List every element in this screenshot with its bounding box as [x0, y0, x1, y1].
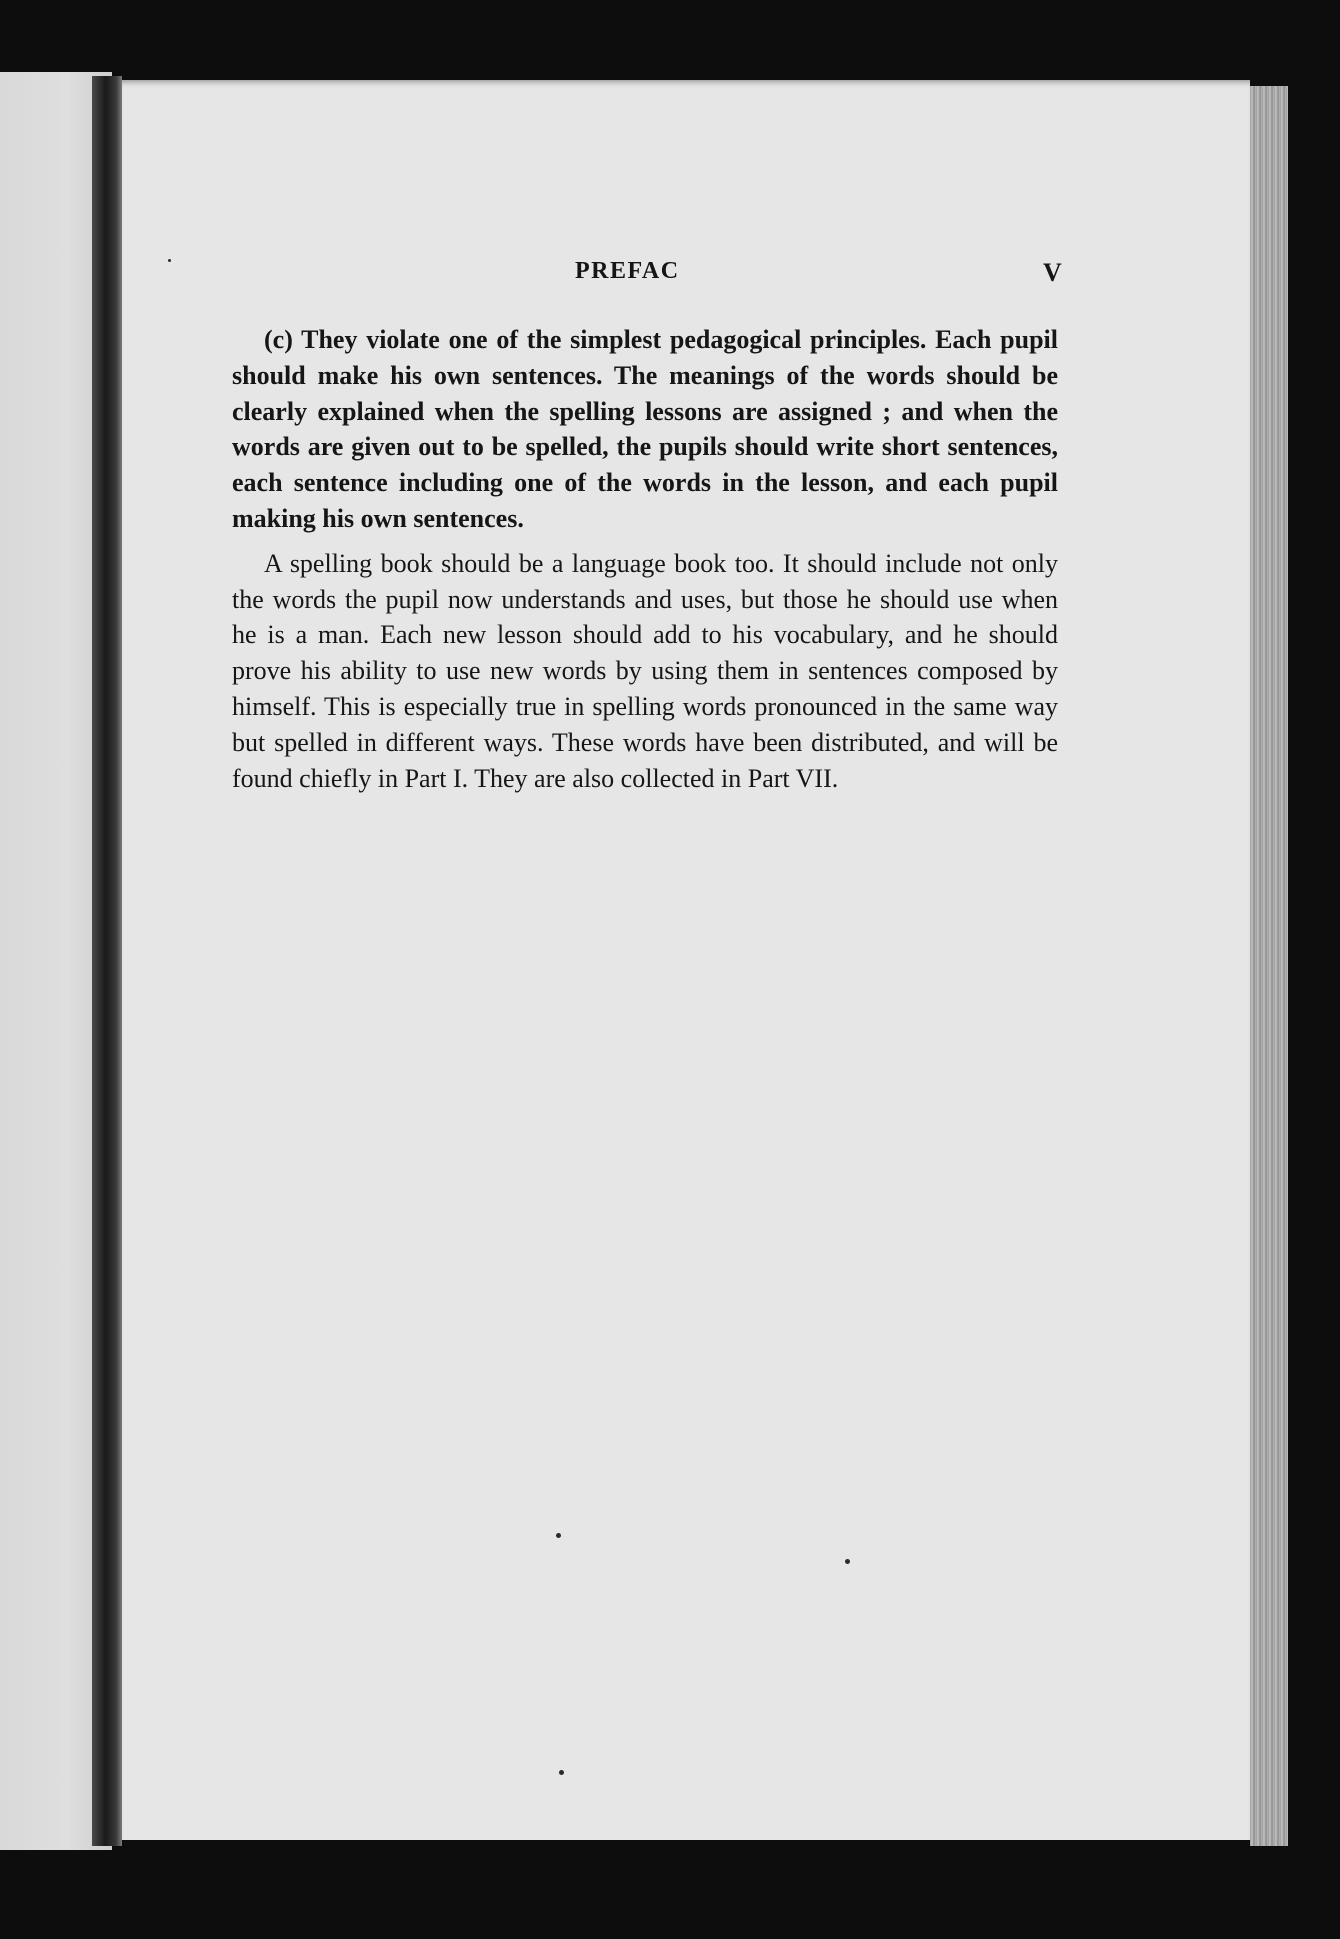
book-gutter: [92, 76, 122, 1846]
body-text: [232, 322, 1058, 805]
running-head: PREFAC: [575, 258, 680, 284]
paragraph: A spelling book should be a language book too. It should include not only the words the pupil now understands and uses, but those he should use when he is a man. Each new lesson should add to his vocabulary, and he should prove his ability to use new words by using them in sentences composed by himself. This is especially true in spelling words pronounced in the same way but spelled in different ways. These words have been distributed, and will be found chiefly in Part I. They are also collected in Part VII.: [232, 548, 1058, 793]
scan-speck: [556, 1533, 561, 1538]
page-number: V: [1043, 258, 1062, 287]
scan-speck: [168, 259, 171, 262]
paragraph: (c) They violate one of the simplest pedagogical principles. Each pupil should make his own sentences. The meanings of the words should be clearly explained when the spelling lessons are assigned ; and when the words are given out to be spelled, the pupils should write short sentences, each sentence including one of the words in the lesson, and each pupil making his own sentences.: [232, 325, 1058, 533]
page-header: [0, 258, 1340, 298]
page-edge-stack: [1250, 86, 1288, 1846]
scan-speck: [559, 1770, 564, 1775]
scan-speck: [845, 1559, 850, 1564]
